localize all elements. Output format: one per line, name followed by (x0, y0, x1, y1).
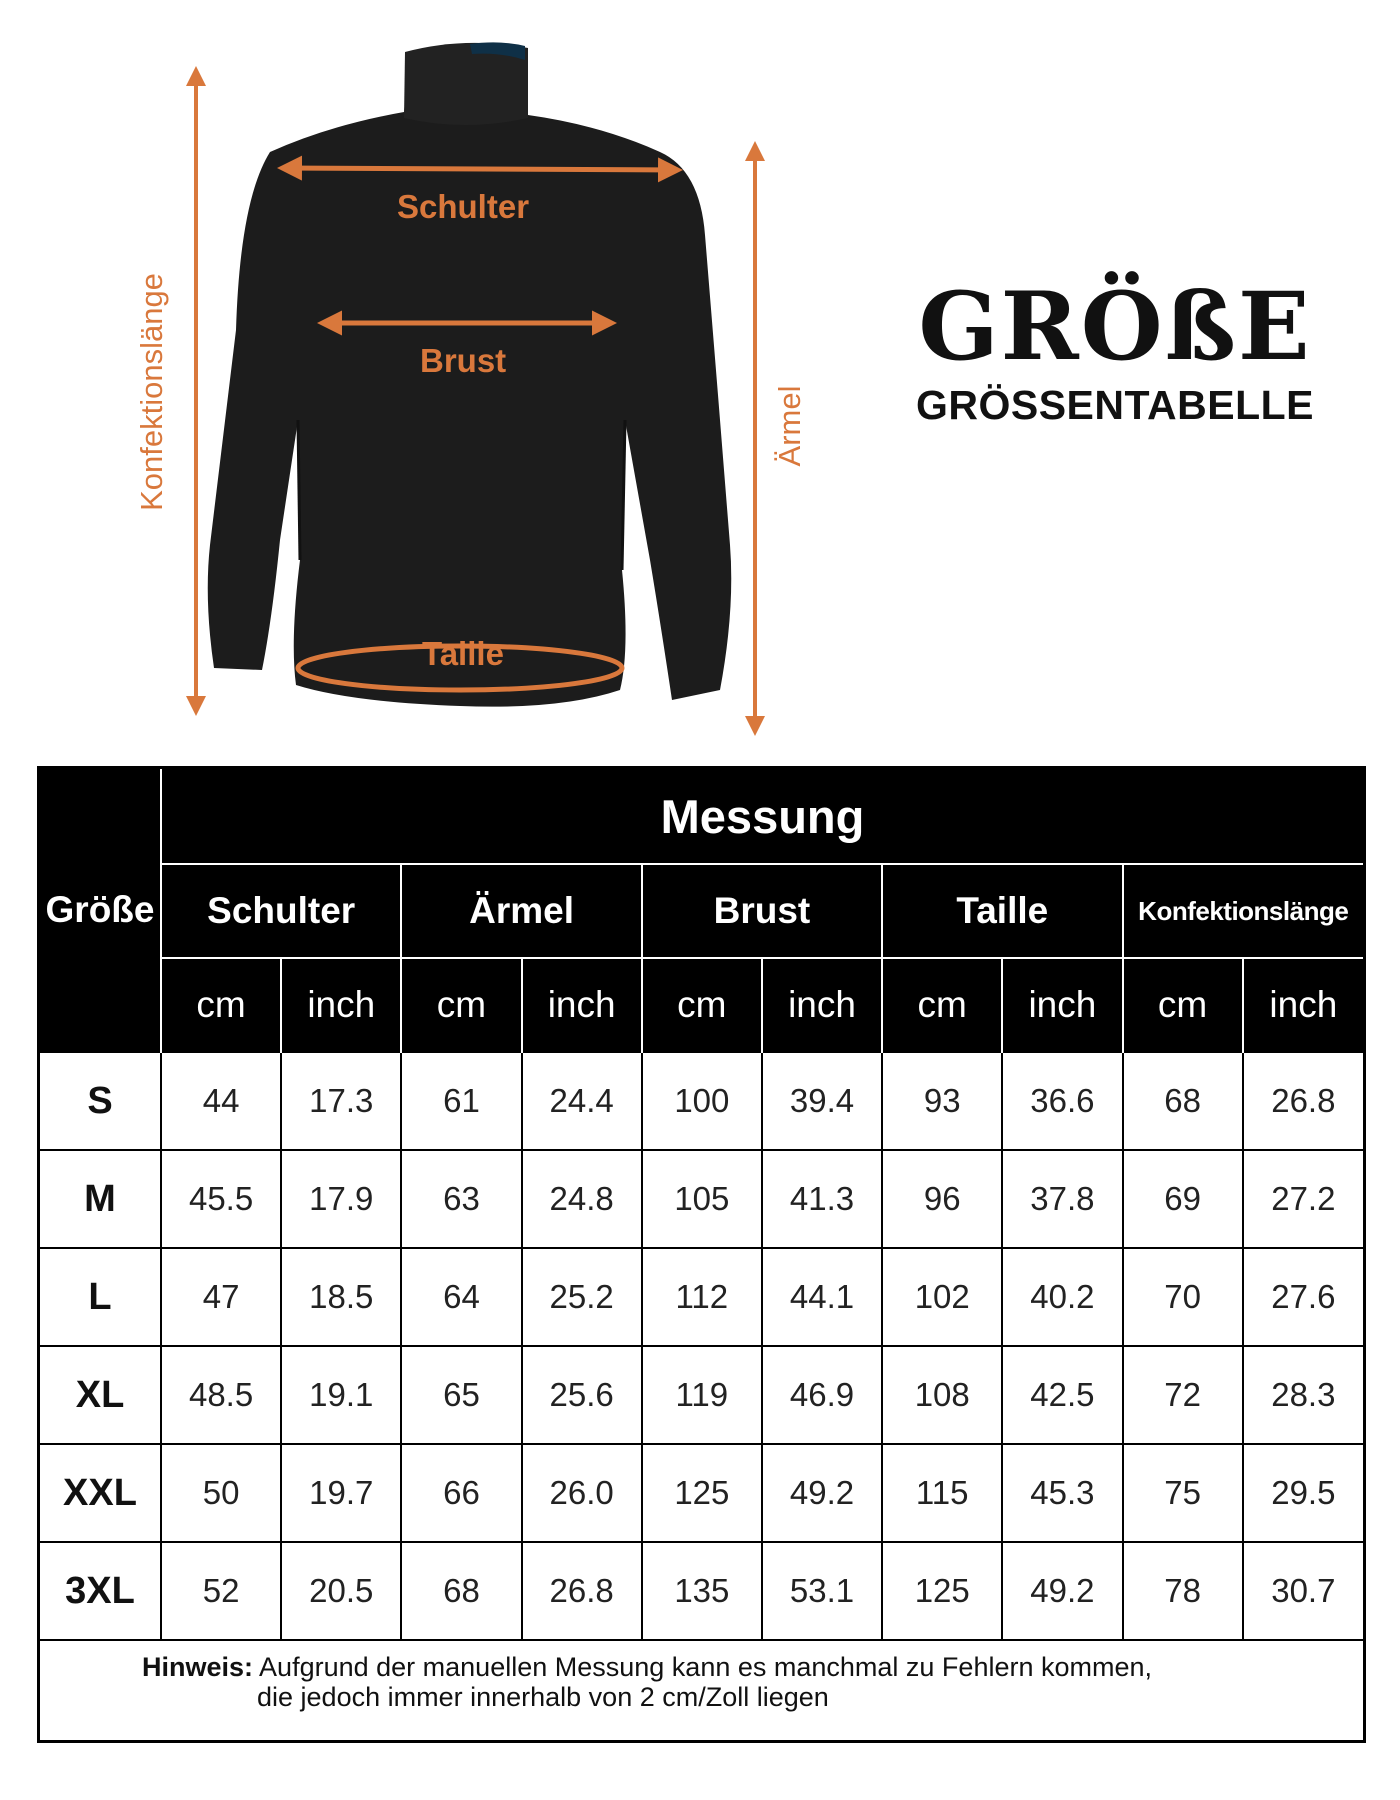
value-cell: 24.8 (522, 1150, 642, 1248)
unit-header: inch (1243, 958, 1363, 1052)
value-cell: 64 (401, 1248, 521, 1346)
value-cell: 26.8 (1243, 1052, 1363, 1150)
value-cell: 28.3 (1243, 1346, 1363, 1444)
unit-row (40, 958, 1363, 1052)
value-cell: 17.3 (281, 1052, 401, 1150)
note-cell (40, 1640, 1363, 1724)
value-cell: 39.4 (762, 1052, 882, 1150)
value-cell: 105 (642, 1150, 762, 1248)
value-cell: 49.2 (762, 1444, 882, 1542)
value-cell: 26.8 (522, 1542, 642, 1640)
group-header-waist: Taille (882, 864, 1122, 958)
value-cell: 26.0 (522, 1444, 642, 1542)
value-cell: 52 (161, 1542, 281, 1640)
length-label: Konfektionslänge (134, 273, 169, 511)
value-cell: 27.2 (1243, 1150, 1363, 1248)
size-chart-table (40, 769, 1363, 1724)
value-cell: 29.5 (1243, 1444, 1363, 1542)
value-cell: 72 (1123, 1346, 1243, 1444)
value-cell: 24.4 (522, 1052, 642, 1150)
value-cell: 25.2 (522, 1248, 642, 1346)
value-cell: 18.5 (281, 1248, 401, 1346)
group-header-shoulder: Schulter (161, 864, 401, 958)
value-cell: 45.3 (1002, 1444, 1122, 1542)
value-cell: 102 (882, 1248, 1002, 1346)
value-cell: 125 (882, 1542, 1002, 1640)
unit-header: inch (762, 958, 882, 1052)
value-cell: 42.5 (1002, 1346, 1122, 1444)
unit-header: cm (882, 958, 1002, 1052)
table-row (40, 1248, 1363, 1346)
note-line-2: die jedoch immer innerhalb von 2 cm/Zoll liegen (257, 1681, 829, 1712)
size-cell: XXL (40, 1444, 161, 1542)
unit-header: cm (161, 958, 281, 1052)
size-cell: S (40, 1052, 161, 1150)
value-cell: 45.5 (161, 1150, 281, 1248)
page-title: GRÖßE (918, 272, 1312, 382)
value-cell: 61 (401, 1052, 521, 1150)
unit-header: inch (522, 958, 642, 1052)
value-cell: 96 (882, 1150, 1002, 1248)
value-cell: 68 (401, 1542, 521, 1640)
value-cell: 68 (1123, 1052, 1243, 1150)
value-cell: 125 (642, 1444, 762, 1542)
table-row (40, 1346, 1363, 1444)
value-cell: 100 (642, 1052, 762, 1150)
unit-header: inch (1002, 958, 1122, 1052)
value-cell: 49.2 (1002, 1542, 1122, 1640)
sleeve-label: Ärmel (772, 385, 807, 467)
note-line-1: Aufgrund der manuellen Messung kann es manchmal zu Fehlern kommen, (259, 1651, 1153, 1682)
value-cell: 75 (1123, 1444, 1243, 1542)
shoulder-label: Schulter (397, 188, 530, 225)
value-cell: 65 (401, 1346, 521, 1444)
table-row (40, 1444, 1363, 1542)
value-cell: 119 (642, 1346, 762, 1444)
size-cell: M (40, 1150, 161, 1248)
group-header-sleeve: Ärmel (401, 864, 641, 958)
chest-label: Brust (420, 342, 507, 379)
value-cell: 19.7 (281, 1444, 401, 1542)
value-cell: 19.1 (281, 1346, 401, 1444)
value-cell: 20.5 (281, 1542, 401, 1640)
group-header-chest: Brust (642, 864, 882, 958)
value-cell: 27.6 (1243, 1248, 1363, 1346)
table-row (40, 1542, 1363, 1640)
value-cell: 46.9 (762, 1346, 882, 1444)
value-cell: 93 (882, 1052, 1002, 1150)
value-cell: 44.1 (762, 1248, 882, 1346)
value-cell: 108 (882, 1346, 1002, 1444)
unit-header: cm (642, 958, 762, 1052)
value-cell: 69 (1123, 1150, 1243, 1248)
value-cell: 78 (1123, 1542, 1243, 1640)
value-cell: 37.8 (1002, 1150, 1122, 1248)
table-row (40, 1150, 1363, 1248)
value-cell: 47 (161, 1248, 281, 1346)
size-column-header: Größe (40, 769, 161, 1052)
unit-header: inch (281, 958, 401, 1052)
value-cell: 41.3 (762, 1150, 882, 1248)
value-cell: 48.5 (161, 1346, 281, 1444)
note-label: Hinweis: (142, 1651, 254, 1682)
size-cell: XL (40, 1346, 161, 1444)
value-cell: 135 (642, 1542, 762, 1640)
unit-header: cm (1123, 958, 1243, 1052)
title-block (905, 272, 1325, 429)
size-cell: L (40, 1248, 161, 1346)
value-cell: 70 (1123, 1248, 1243, 1346)
table-row (40, 1052, 1363, 1150)
group-header-length: Konfektionslänge (1123, 864, 1364, 958)
value-cell: 17.9 (281, 1150, 401, 1248)
unit-header: cm (401, 958, 521, 1052)
value-cell: 44 (161, 1052, 281, 1150)
value-cell: 25.6 (522, 1346, 642, 1444)
value-cell: 63 (401, 1150, 521, 1248)
waist-label: Taille (422, 635, 504, 672)
measurement-header: Messung (161, 769, 1363, 864)
value-cell: 36.6 (1002, 1052, 1122, 1150)
page-subtitle: GRÖSSENTABELLE (915, 382, 1315, 428)
value-cell: 30.7 (1243, 1542, 1363, 1640)
value-cell: 50 (161, 1444, 281, 1542)
value-cell: 40.2 (1002, 1248, 1122, 1346)
garment-figure (0, 0, 1400, 760)
value-cell: 115 (882, 1444, 1002, 1542)
value-cell: 53.1 (762, 1542, 882, 1640)
shoulder-arrow (282, 168, 678, 170)
size-cell: 3XL (40, 1542, 161, 1640)
value-cell: 66 (401, 1444, 521, 1542)
size-rows (40, 1052, 1363, 1640)
size-table (37, 766, 1366, 1743)
value-cell: 112 (642, 1248, 762, 1346)
